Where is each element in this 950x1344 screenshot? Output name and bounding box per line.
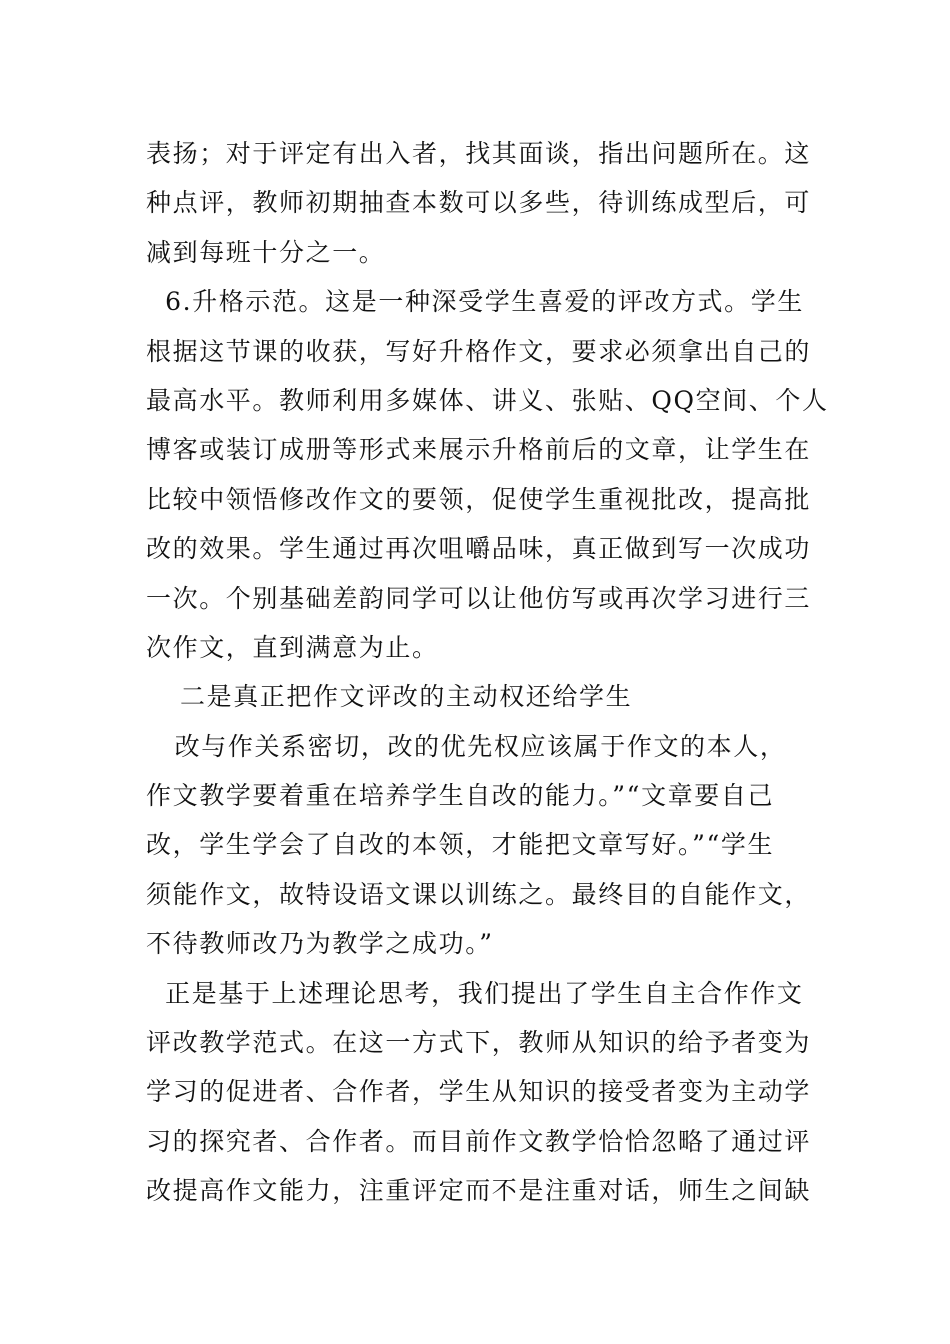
text-line: 减到每班十分之一。 bbox=[146, 237, 386, 267]
text-line: 比较中领悟修改作文的要领，促使学生重视批改，提高批 bbox=[146, 484, 812, 514]
text-line: 不待教师改乃为教学之成功。” bbox=[146, 929, 494, 959]
section-heading: 二是真正把作文评改的主动权还给学生 bbox=[180, 682, 633, 712]
text-line: 习的探究者、合作者。而目前作文教学恰恰忽略了通过评 bbox=[146, 1126, 812, 1156]
text-line: 改提高作文能力，注重评定而不是注重对话，师生之间缺 bbox=[146, 1176, 812, 1206]
text-line: 改与作关系密切，改的优先权应该属于作文的本人， bbox=[146, 731, 787, 761]
text-line: 改，学生学会了自改的本领，才能把文章写好。”“学生 bbox=[146, 830, 775, 860]
text-line: 一次。个别基础差韵同学可以让他仿写或再次学习进行三 bbox=[146, 583, 812, 613]
text-line: 6.升格示范。这是一种深受学生喜爱的评改方式。学生 bbox=[146, 287, 804, 317]
text-line: 最高水平。教师利用多媒体、讲义、张贴、QQ空间、个人 bbox=[146, 385, 829, 415]
text-line: 根据这节课的收获，写好升格作文，要求必须拿出自己的 bbox=[146, 336, 812, 366]
document-body bbox=[146, 129, 829, 1216]
text-line: 改的效果。学生通过再次咀嚼品味，真正做到写一次成功 bbox=[146, 534, 812, 564]
text-line: 种点评，教师初期抽查本数可以多些，待训练成型后，可 bbox=[146, 188, 812, 218]
text-line: 学习的促进者、合作者，学生从知识的接受者变为主动学 bbox=[146, 1077, 812, 1107]
text-line: 须能作文，故特设语文课以训练之。最终目的自能作文， bbox=[146, 879, 812, 909]
text-line: 次作文，直到满意为止。 bbox=[146, 632, 439, 662]
text-line: 正是基于上述理论思考，我们提出了学生自主合作作文 bbox=[146, 978, 804, 1008]
text-line: 评改教学范式。在这一方式下，教师从知识的给予者变为 bbox=[146, 1028, 812, 1058]
text-line: 作文教学要着重在培养学生自改的能力。”“文章要自己 bbox=[146, 781, 775, 811]
text-line: 博客或装订成册等形式来展示升格前后的文章，让学生在 bbox=[146, 435, 812, 465]
text-line: 表扬；对于评定有出入者，找其面谈，指出问题所在。这 bbox=[146, 139, 812, 168]
